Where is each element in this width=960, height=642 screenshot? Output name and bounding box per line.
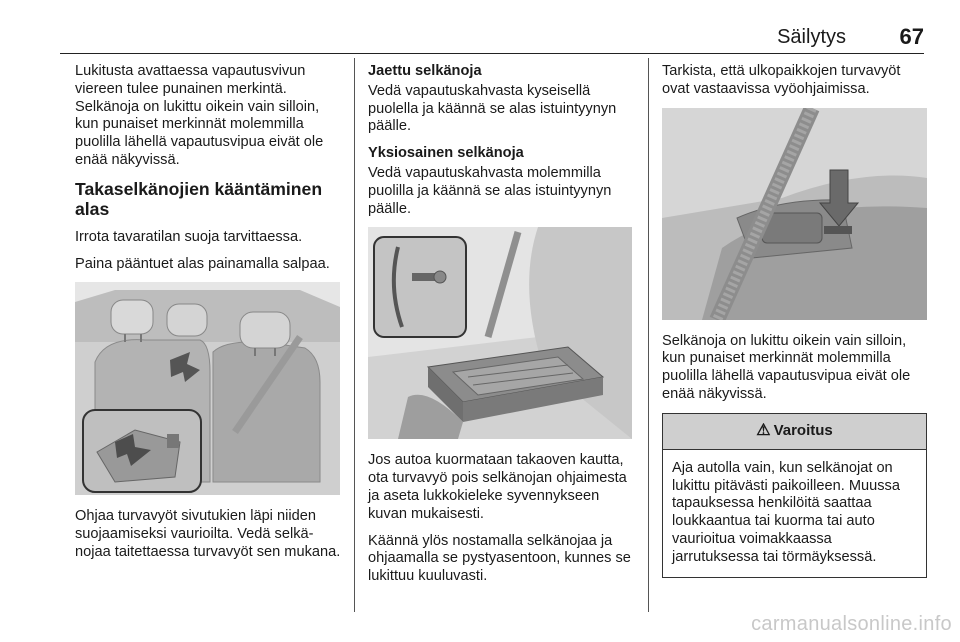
- watermark: carmanualsonline.info: [751, 613, 952, 635]
- warning-text: Aja autolla vain, kun selkänojat on lukittu pitävästi paikoilleen. Muussa tapauksessa henkilöitä saattaa loukkaantua tai kuorma tai auto vaurioitua voimakkaassa jarrutuksessa tai törmäyksessä.: [672, 459, 900, 565]
- subheading-split-seatback: Jaettu selkänoja: [368, 63, 482, 79]
- header-rule: [60, 53, 924, 54]
- paragraph-check-belts: Tarkista, että ulkopaikkojen turvavyöt ovat vastaavissa vyöohjaimissa.: [662, 63, 901, 97]
- paragraph-single-release: Vedä vapautuskahvasta molemmilla puolilla ja käännä se alas istuintyynyn päälle.: [368, 164, 612, 217]
- page-number: 67: [899, 24, 924, 49]
- column-2: [368, 63, 636, 595]
- figure-belt-guide: [662, 108, 927, 320]
- figure-headrests: [75, 282, 340, 495]
- subheading-single-seatback: Yksiosainen selkänoja: [368, 145, 524, 162]
- column-divider-1: [354, 58, 355, 612]
- figure-folded-seat: [368, 227, 632, 439]
- warning-header: [663, 414, 926, 450]
- paragraph-press-headrests: Paina pääntuet alas painamalla salpaa.: [75, 255, 330, 272]
- paragraph-remove-cover: Irrota tavaratilan suoja tarvittaessa.: [75, 228, 303, 245]
- paragraph-locked-check: Selkänoja on lukittu oikein vain silloin, kun punaiset merkinnät molemmilla puolilla lähellä vapautusvipua eivät ole enää näkyvissä.: [662, 332, 911, 402]
- warning-triangle-icon: ⚠: [756, 422, 771, 440]
- column-3: [662, 63, 927, 578]
- column-1: [75, 63, 342, 571]
- heading-fold-seatbacks: Takaselkänojien kääntäminen alas: [75, 178, 323, 219]
- column-divider-2: [648, 58, 649, 612]
- paragraph-raise-seatback: Käännä ylös nostamalla selkänojaa ja ohjaamalla se pystyasentoon, kunnes se lukittuu kuuluvasti.: [368, 532, 631, 585]
- section-title: Säilytys: [777, 26, 846, 48]
- paragraph-split-release: Vedä vapautuskahvasta kyseisellä puolella ja käännä se alas istuintyynyn päälle.: [368, 82, 617, 135]
- warning-box: [662, 413, 927, 578]
- paragraph-rear-door-loading: Jos autoa kuormataan takaoven kautta, ota turvavyö pois selkänojan ohjaimesta ja aseta lukkokieleke syvennykseen kuvan mukaisesti.: [368, 452, 627, 522]
- paragraph-red-marking: Lukitusta avattaessa vapautusvivun viereen tulee punainen merkintä. Selkänoja on lukittu oikein vain silloin, kun punaiset merkinnät molemmilla puolilla lähellä vapautusvipua eivät ole enää näkyvissä.: [75, 63, 324, 168]
- warning-title: Varoitus: [773, 422, 833, 440]
- page-header: [60, 22, 924, 54]
- paragraph-guide-belts: Ohjaa turvavyöt sivutukien läpi niiden suojaamiseksi vaurioilta. Vedä selkänojaa taitettaessa turvavyöt sen mukana.: [75, 508, 341, 560]
